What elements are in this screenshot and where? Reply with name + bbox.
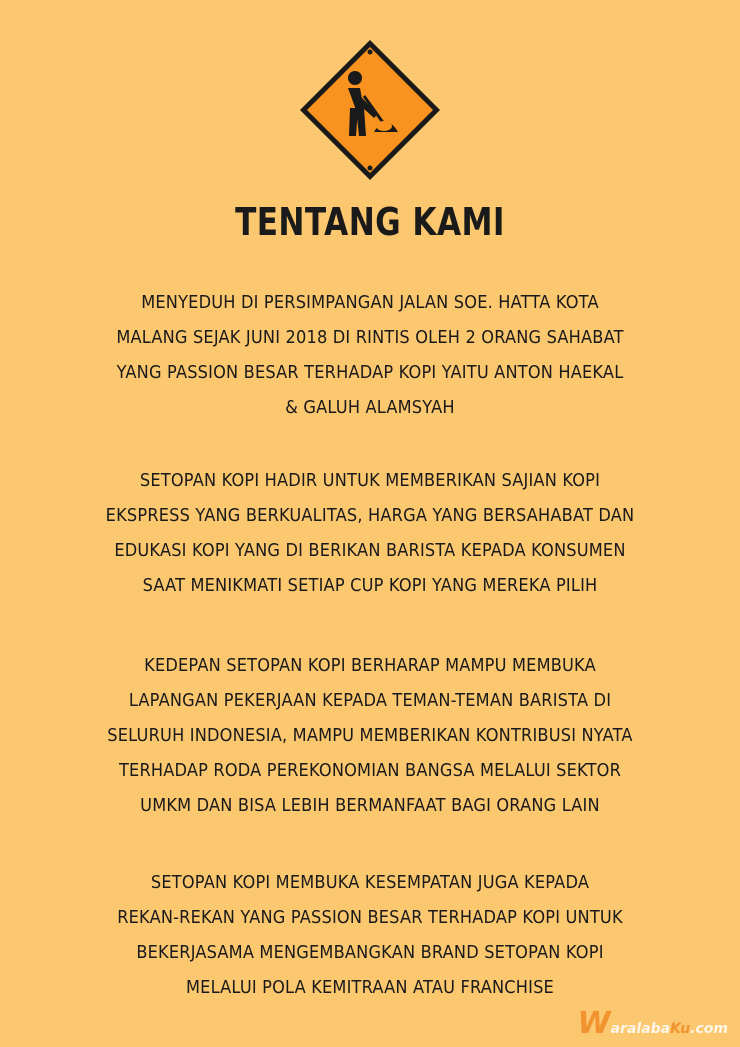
page-title: TENTANG KAMI <box>235 200 505 244</box>
paragraph-line: REKAN-REKAN YANG PASSION BESAR TERHADAP KOPI UNTUK <box>117 907 623 928</box>
paragraph-line: BEKERJASAMA MENGEMBANGKAN BRAND SETOPAN KOPI <box>136 942 604 963</box>
bolt-top-icon <box>368 50 373 55</box>
watermark-initial: W <box>577 1006 611 1041</box>
men-at-work-sign-icon <box>298 38 442 182</box>
paragraph-line: EKSPRESS YANG BERKUALITAS, HARGA YANG BERSAHABAT DAN <box>105 505 635 526</box>
paragraph-line: MALANG SEJAK JUNI 2018 DI RINTIS OLEH 2 ORANG SAHABAT <box>116 327 624 348</box>
construction-sign-graphic <box>298 38 442 182</box>
paragraph-line: SAAT MENIKMATI SETIAP CUP KOPI YANG MEREKA PILIH <box>142 575 598 596</box>
watermark-mid: aralaba <box>610 1021 671 1037</box>
paragraph-line: SETOPAN KOPI HADIR UNTUK MEMBERIKAN SAJIAN KOPI <box>139 470 601 491</box>
paragraph-line: MELALUI POLA KEMITRAAN ATAU FRANCHISE <box>186 977 554 998</box>
paragraph-line: EDUKASI KOPI YANG DI BERIKAN BARISTA KEPADA KONSUMEN <box>114 540 626 561</box>
paragraph-2 <box>73 463 667 603</box>
paragraph-3 <box>73 648 667 823</box>
paragraph-line: SETOPAN KOPI MEMBUKA KESEMPATAN JUGA KEPADA <box>150 872 590 893</box>
watermark-suffix: .com <box>690 1021 728 1037</box>
paragraph-line: UMKM DAN BISA LEBIH BERMANFAAT BAGI ORANG LAIN <box>140 795 600 816</box>
bolt-bottom-icon <box>368 166 373 171</box>
paragraph-line: KEDEPAN SETOPAN KOPI BERHARAP MAMPU MEMBUKA <box>144 655 596 676</box>
paragraph-4 <box>73 865 667 1005</box>
paragraph-line: TERHADAP RODA PEREKONOMIAN BANGSA MELALUI SEKTOR <box>118 760 622 781</box>
watermark-logo <box>578 1006 729 1041</box>
paragraph-line: SELURUH INDONESIA, MAMPU MEMBERIKAN KONTRIBUSI NYATA <box>107 725 633 746</box>
paragraph-line: YANG PASSION BESAR TERHADAP KOPI YAITU ANTON HAEKAL <box>116 362 624 383</box>
watermark-ku: Ku <box>670 1021 691 1037</box>
paragraph-line: LAPANGAN PEKERJAAN KEPADA TEMAN-TEMAN BARISTA DI <box>128 690 612 711</box>
paragraph-line: & GALUH ALAMSYAH <box>285 397 455 418</box>
paragraph-1 <box>73 285 667 425</box>
paragraph-line: MENYEDUH DI PERSIMPANGAN JALAN SOE. HATTA KOTA <box>141 292 599 313</box>
